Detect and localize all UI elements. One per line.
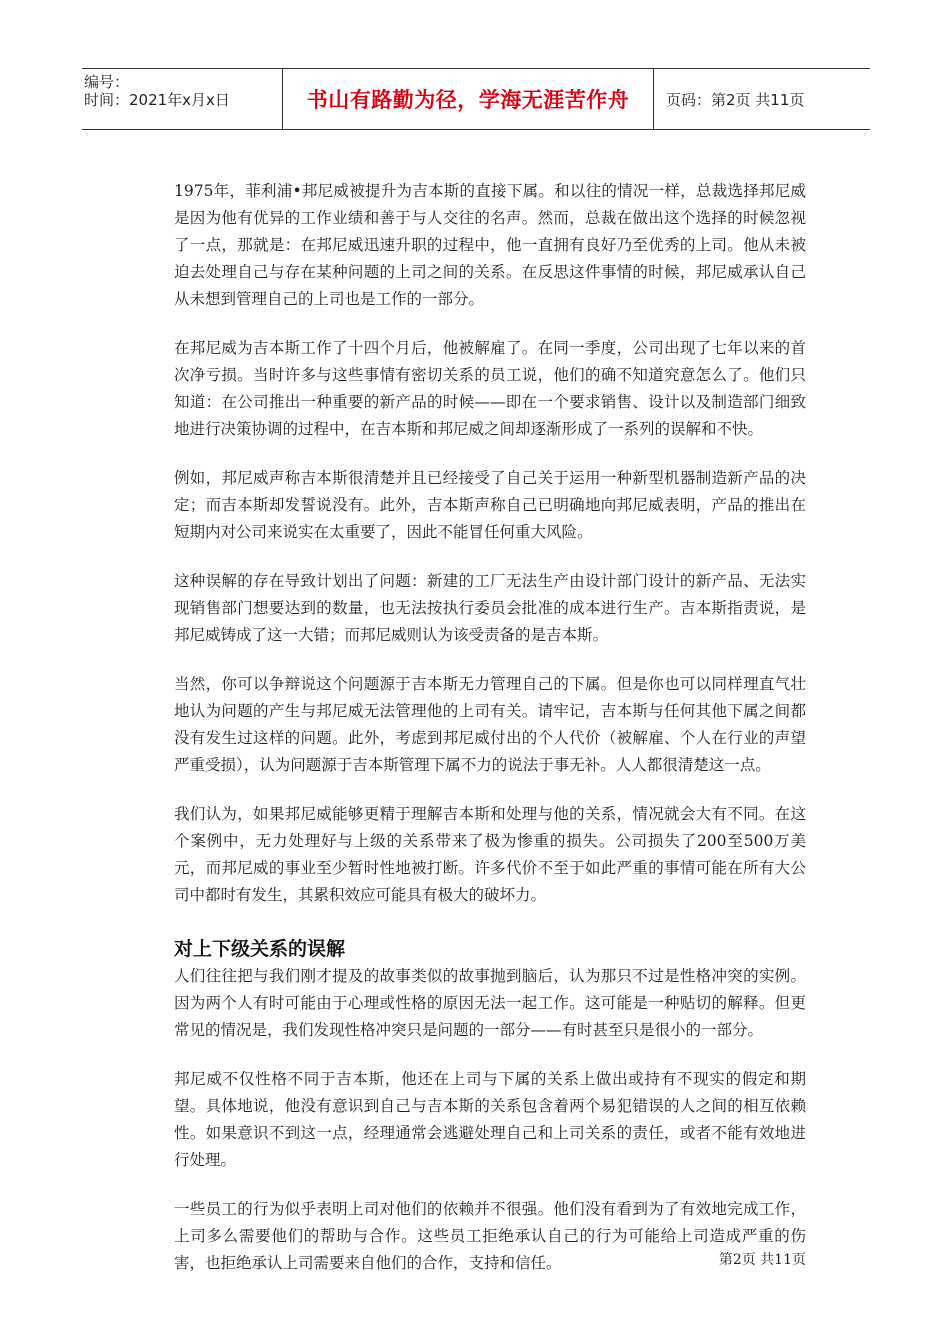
- header-meta: [82, 69, 282, 129]
- section-paragraph: 邦尼威不仅性格不同于吉本斯，他还在上司与下属的关系上做出或持有不现实的假定和期望。具体地说，他没有意识到自己与吉本斯的关系包含着两个易犯错误的人之间的相互依赖性。如果意识不到这一点，经理通常会逃避处理自己和上司关系的责任，或者不能有效地进行处理。: [174, 1070, 806, 1169]
- page-header: [82, 68, 870, 130]
- body-paragraph: 例如，邦尼威声称吉本斯很清楚并且已经接受了自己关于运用一种新型机器制造新产品的决定；而吉本斯却发誓说没有。此外，吉本斯声称自己已明确地向邦尼威表明，产品的推出在短期内对公司来说实在太重要了，因此不能冒任何重大风险。: [174, 469, 806, 541]
- section-heading: 对上下级关系的误解: [174, 938, 346, 960]
- body-paragraph: 这种误解的存在导致计划出了问题：新建的工厂无法生产由设计部门设计的新产品、无法实现销售部门想要达到的数量，也无法按执行委员会批准的成本进行生产。吉本斯指责说，是邦尼威铸成了这一大错；而邦尼威则认为该受责备的是吉本斯。: [174, 572, 806, 644]
- document-time-label: 时间：2021年x月x日: [84, 91, 230, 109]
- body-paragraph: 我们认为，如果邦尼威能够更精于理解吉本斯和处理与他的关系，情况就会大有不同。在这个案例中，无力处理好与上级的关系带来了极为惨重的损失。公司损失了200至500万美元，而邦尼威的事业至少暂时性地被打断。许多代价不至于如此严重的事情可能在所有大公司中都时有发生，其累积效应可能具有极大的破坏力。: [174, 805, 806, 904]
- header-motto: 书山有路勤为径，学海无涯苦作舟: [282, 69, 654, 129]
- section-paragraph: 一些员工的行为似乎表明上司对他们的依赖并不很强。他们没有看到为了有效地完成工作，上司多么需要他们的帮助与合作。这些员工拒绝承认自己的行为可能给上司造成严重的伤害，也拒绝承认上司需要来自他们的合作，支持和信任。: [174, 1200, 806, 1272]
- section-paragraph: 人们往往把与我们刚才提及的故事类似的故事抛到脑后，认为那只不过是性格冲突的实例。因为两个人有时可能由于心理或性格的原因无法一起工作。这可能是一种贴切的解释。但更常见的情况是，我们发现性格冲突只是问题的一部分——有时甚至只是很小的一部分。: [174, 967, 806, 1039]
- document-body: [174, 178, 806, 1299]
- page-footer: 第2页 共11页: [718, 1252, 806, 1268]
- body-paragraph: 在邦尼威为吉本斯工作了十四个月后，他被解雇了。在同一季度，公司出现了七年以来的首次净亏损。当时许多与这些事情有密切关系的员工说，他们的确不知道究意怎么了。他们只知道：在公司推出一种重要的新产品的时候——即在一个要求销售、设计以及制造部门细致地进行决策协调的过程中，在吉本斯和邦尼威之间却逐渐形成了一系列的误解和不快。: [174, 339, 806, 438]
- body-paragraph: 当然，你可以争辩说这个问题源于吉本斯无力管理自己的下属。但是你也可以同样理直气壮地认为问题的产生与邦尼威无法管理他的上司有关。请牢记，吉本斯与任何其他下属之间都没有发生过这样的问题。此外，考虑到邦尼威付出的个人代价（被解雇、个人在行业的声望严重受损），认为问题源于吉本斯管理下属不力的说法于事无补。人人都很清楚这一点。: [174, 675, 806, 774]
- body-paragraph: 1975年，菲利浦•邦尼威被提升为吉本斯的直接下属。和以往的情况一样，总裁选择邦尼威是因为他有优异的工作业绩和善于与人交往的名声。然而，总裁在做出这个选择的时候忽视了一点，那就是：在邦尼威迅速升职的过程中，他一直拥有良好乃至优秀的上司。他从未被迫去处理自己与存在某种问题的上司之间的关系。在反思这件事情的时候，邦尼威承认自己从未想到管理自己的上司也是工作的一部分。: [174, 182, 806, 308]
- document-number-label: 编号：: [84, 73, 130, 91]
- header-page-code: 页码：第2页 共11页: [666, 90, 805, 109]
